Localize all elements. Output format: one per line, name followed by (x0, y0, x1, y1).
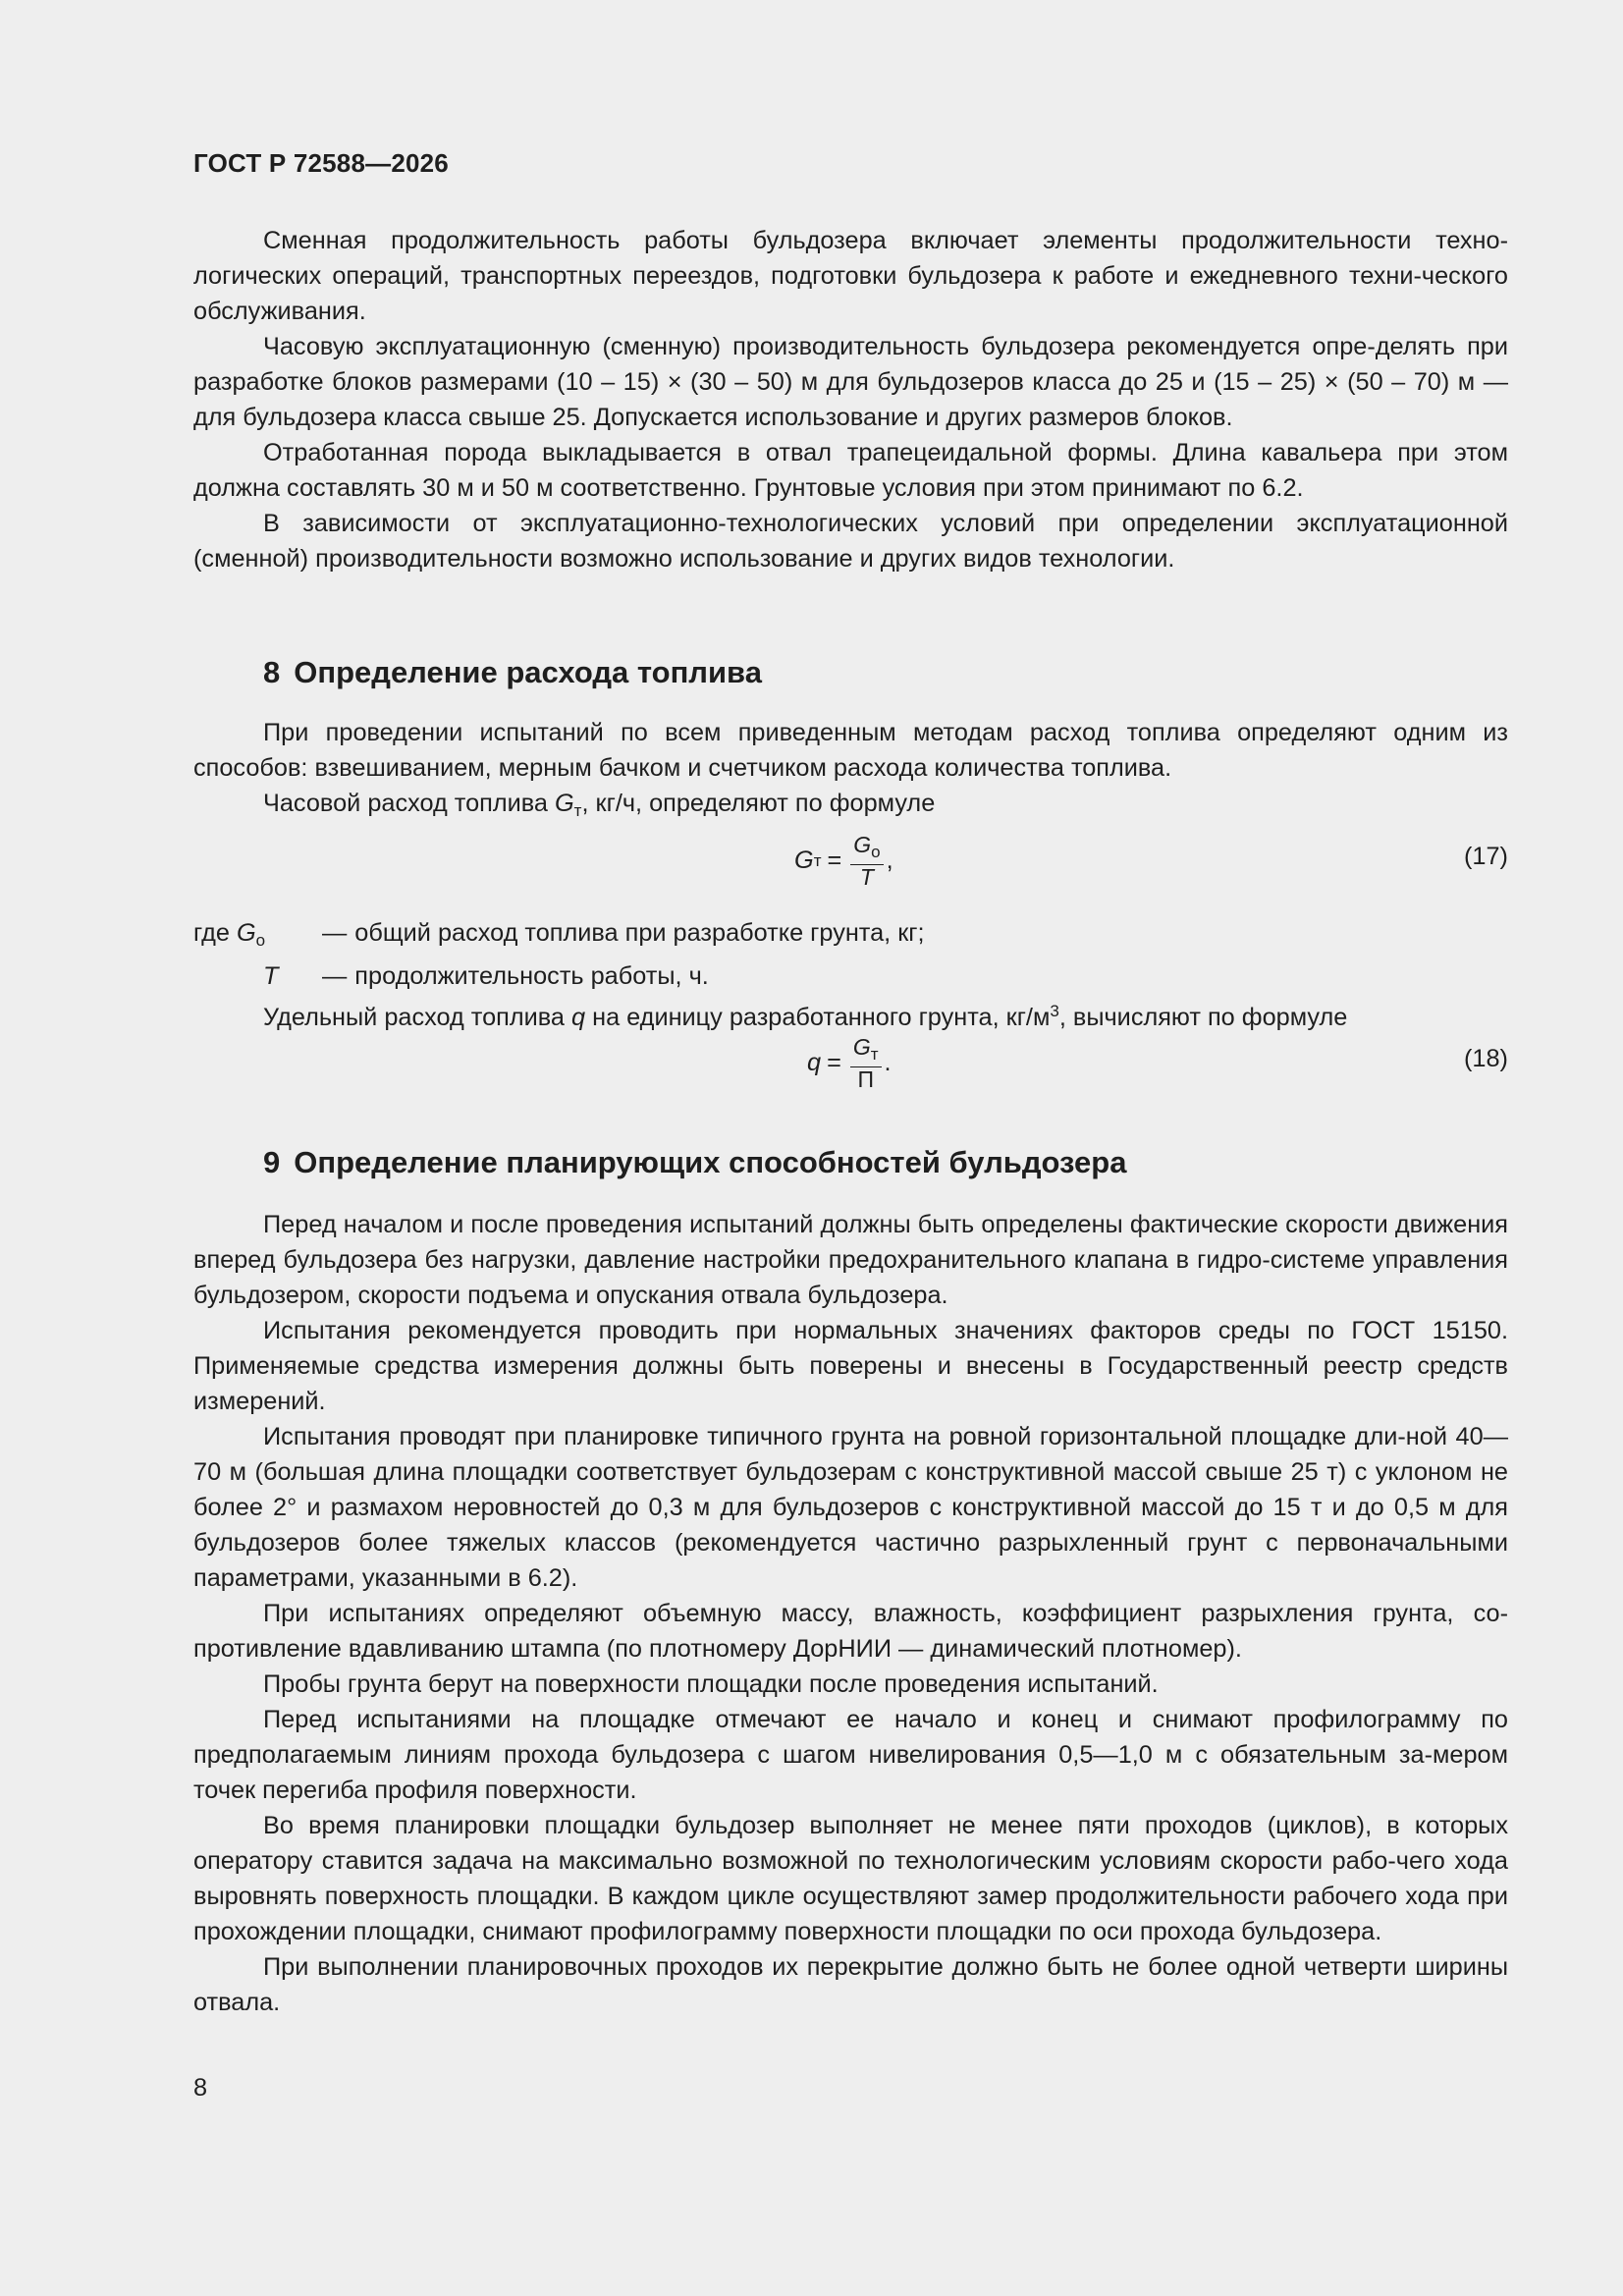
paragraph: Удельный расход топлива q на единицу разработанного грунта, $кг/м^3$, вычисляют по формуле (263, 1002, 1348, 1031)
section-9-text (193, 1207, 1508, 2020)
paragraph: Отработанная порода выкладывается в отвал трапецеидальной формы. Длина кавальера при этом должна составлять 30 м и 50 м соответственно. Грунтовые условия при этом принимают по 6.2. (193, 439, 1508, 502)
fraction: $\frac{G_о}{T}$ (850, 833, 883, 889)
intro-text (193, 223, 1508, 576)
formula-17 (193, 833, 1508, 892)
paragraph: Испытания рекомендуется проводить при нормальных значениях факторов среды по ГОСТ 15150. Применяемые средства измерения должны быть поверены и внесены в Государственный реестр средств измерений. (193, 1317, 1508, 1415)
section-title: Определение планирующих способностей бульдозера (294, 1145, 1127, 1179)
equation-number: (18) (1464, 1045, 1508, 1072)
paragraph: При проведении испытаний по всем приведенным методам расход топлива определяют одним из способов: взвешиванием, мерным бачком и счетчиком расхода количества топлива. (193, 719, 1508, 782)
paragraph: Часовой расход топлива $G_т$, кг/ч, определяют по формуле (263, 790, 936, 820)
section-9-heading (263, 1145, 1126, 1180)
where-item: T — продолжительность работы, ч. (263, 962, 709, 990)
where-block (193, 915, 1508, 1035)
formula-18 (193, 1035, 1508, 1094)
where-item: где $G_о$ — общий расход топлива при разработке грунта, кг; (193, 919, 925, 950)
formula-body: q = $\frac{G_т}{П}$ . (807, 1034, 892, 1092)
equation-number: (17) (1464, 843, 1508, 870)
paragraph: При испытаниях определяют объемную массу, влажность, коэффициент разрыхления грунта, со-противление вдавливанию штампа (по плотномеру ДорНИИ — динамический плотномер). (193, 1600, 1508, 1663)
paragraph: Часовую эксплуатационную (сменную) производительность бульдозера рекомендуется опре-делять при разработке блоков размерами (10 – 15) × (30 – 50) м для бульдозеров класса до 25 и (15 – 25) × (50 – 70) м — для бульдозера класса свыше 25. Допускается использование и других размеров блоков. (193, 333, 1508, 431)
paragraph: При выполнении планировочных проходов их перекрытие должно быть не более одной четверти ширины отвала. (193, 1953, 1508, 2016)
document-header: ГОСТ Р 72588—2026 (193, 148, 449, 178)
page-number: 8 (193, 2074, 208, 2102)
paragraph: Перед испытаниями на площадке отмечают ее начало и конец и снимают профилограмму по предполагаемым линиям прохода бульдозера с шагом нивелирования 0,5—1,0 м с обязательным за-мером точек перегиба профиля поверхности. (193, 1706, 1508, 1804)
document-page (193, 0, 1508, 2296)
section-title: Определение расхода топлива (294, 655, 762, 689)
paragraph: В зависимости от эксплуатационно-технологических условий при определении эксплуатационной (сменной) производительности возможно использование и других видов технологии. (193, 510, 1508, 573)
fraction: $\frac{G_т}{П}$ (850, 1035, 882, 1091)
paragraph: Сменная продолжительность работы бульдозера включает элементы продолжительности техно-логических операций, транспортных переездов, подготовки бульдозера к работе и ежедневного техни-ческого обслуживания. (193, 227, 1508, 325)
section-number: 8 (263, 655, 281, 689)
section-number: 9 (263, 1145, 281, 1179)
paragraph: Перед началом и после проведения испытаний должны быть определены фактические скорости движения вперед бульдозера без нагрузки, давление настройки предохранительного клапана в гидро-системе управления бульдозером, скорости подъема и опускания отвала бульдозера. (193, 1211, 1508, 1309)
section-8-text (193, 715, 1508, 829)
formula-body: G т = $\frac{G_о}{T}$ , (794, 832, 893, 890)
paragraph: Испытания проводят при планировке типичного грунта на ровной горизонтальной площадке дли-ной 40—70 м (большая длина площадки соответствует бульдозерам с конструктивной массой свыше 25 т) с уклоном не более 2° и размахом неровностей до 0,3 м для бульдозеров с конструктивной массой до 15 т и до 0,5 м для бульдозеров более тяжелых классов (рекомендуется частично разрыхленный грунт с первоначальными параметрами, указанными в 6.2). (193, 1423, 1508, 1592)
section-8-heading (263, 655, 762, 690)
paragraph: Пробы грунта берут на поверхности площадки после проведения испытаний. (263, 1670, 1159, 1698)
paragraph: Во время планировки площадки бульдозер выполняет не менее пяти проходов (циклов), в которых оператору ставится задача на максимально возможной по технологическим условиям скорости рабо-чего хода выровнять поверхность площадки. В каждом цикле осуществляют замер продолжительности рабочего хода при прохождении площадки, снимают профилограмму поверхности площадки по оси прохода бульдозера. (193, 1812, 1508, 1945)
